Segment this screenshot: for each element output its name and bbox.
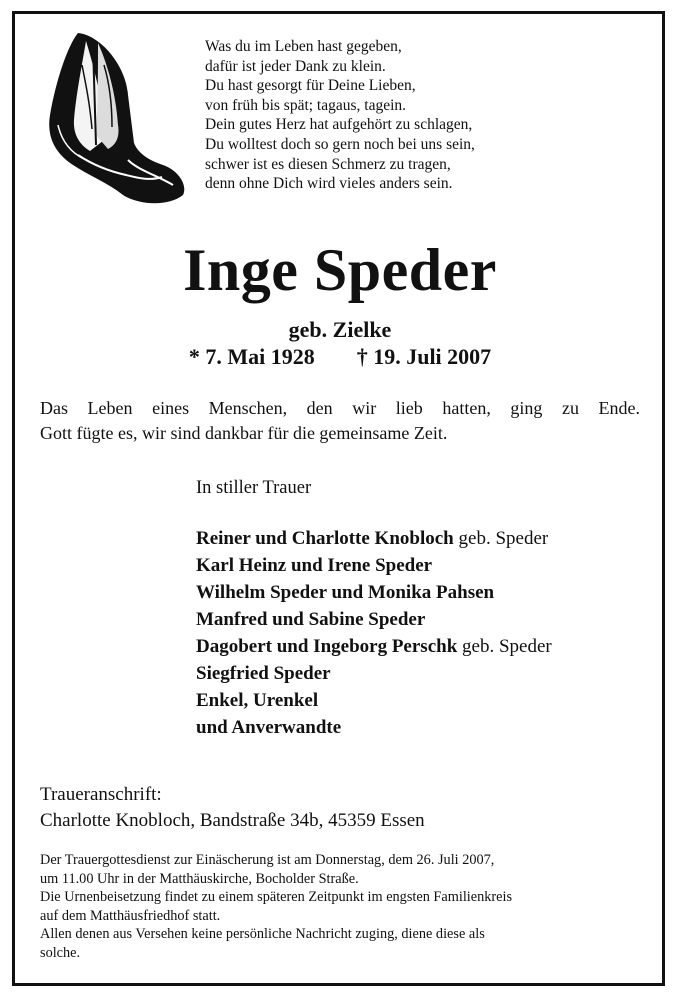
notice-line: solche. (40, 944, 81, 961)
service-notice (40, 851, 660, 962)
family-list (196, 525, 656, 741)
death-date: † 19. Juli 2007 (356, 344, 492, 369)
poem-line: Dein gutes Herz hat aufgehört zu schlagen, (205, 116, 473, 134)
family-name: Siegfried Speder (196, 663, 331, 684)
poem (205, 37, 645, 194)
family-entry (196, 552, 656, 579)
poem-line: dafür ist jeder Dank zu klein. (205, 57, 386, 75)
family-name: Wilhelm Speder und Monika Pahsen (196, 582, 495, 603)
family-entry (196, 714, 656, 741)
family-entry (196, 687, 656, 714)
notice-line: um 11.00 Uhr in der Matthäuskirche, Bocholder Straße. (40, 870, 359, 887)
family-name: Dagobert und Ingeborg Perschk (196, 636, 458, 657)
intro-text (40, 396, 640, 446)
family-name: Manfred und Sabine Speder (196, 609, 426, 630)
poem-line: Du wolltest doch so gern noch bei uns sein, (205, 135, 475, 153)
poem-line: Du hast gesorgt für Deine Lieben, (205, 77, 416, 95)
family-suffix: geb. Speder (457, 636, 552, 657)
notice-line: Allen denen aus Versehen keine persönliche Nachricht zuging, diene diese als (40, 926, 485, 942)
poem-line: Was du im Leben hast gegeben, (205, 38, 402, 55)
mourning-address: Charlotte Knobloch, Bandstraße 34b, 45359 Essen (40, 810, 425, 831)
notice-line: auf dem Matthäusfriedhof statt. (40, 907, 221, 924)
intro-line: Gott fügte es, wir sind dankbar für die gemeinsame Zeit. (40, 423, 448, 443)
family-suffix: geb. Speder (453, 528, 549, 549)
maiden-name: geb. Zielke (288, 317, 392, 342)
family-name: und Anverwandte (196, 717, 342, 738)
family-entry (196, 633, 656, 660)
praying-hands-icon (38, 25, 188, 210)
poem-line: von früh bis spät; tagaus, tagein. (205, 96, 407, 114)
intro-line: Das Leben eines Menschen, den wir lieb hatten, ging zu Ende. (40, 398, 640, 418)
family-name: Karl Heinz und Irene Speder (196, 555, 433, 576)
poem-line: denn ohne Dich wird vieles anders sein. (205, 175, 453, 193)
address-label: Traueranschrift: (40, 784, 162, 805)
deceased-name: Inge Speder (183, 237, 497, 303)
birth-date: * 7. Mai 1928 (188, 344, 315, 369)
family-entry (196, 579, 656, 606)
poem-line: schwer ist es diesen Schmerz zu tragen, (205, 155, 451, 173)
family-name: Reiner und Charlotte Knobloch (196, 528, 454, 549)
family-entry (196, 606, 656, 633)
notice-line: Die Urnenbeisetzung findet zu einem späteren Zeitpunkt im engsten Familienkreis (40, 889, 513, 905)
life-dates (0, 343, 680, 371)
family-name: Enkel, Urenkel (196, 690, 319, 711)
family-entry (196, 525, 656, 552)
notice-line: Der Trauergottesdienst zur Einäscherung ist am Donnerstag, dem 26. Juli 2007, (40, 852, 495, 868)
mourning-label: In stiller Trauer (196, 478, 312, 498)
family-entry (196, 660, 656, 687)
